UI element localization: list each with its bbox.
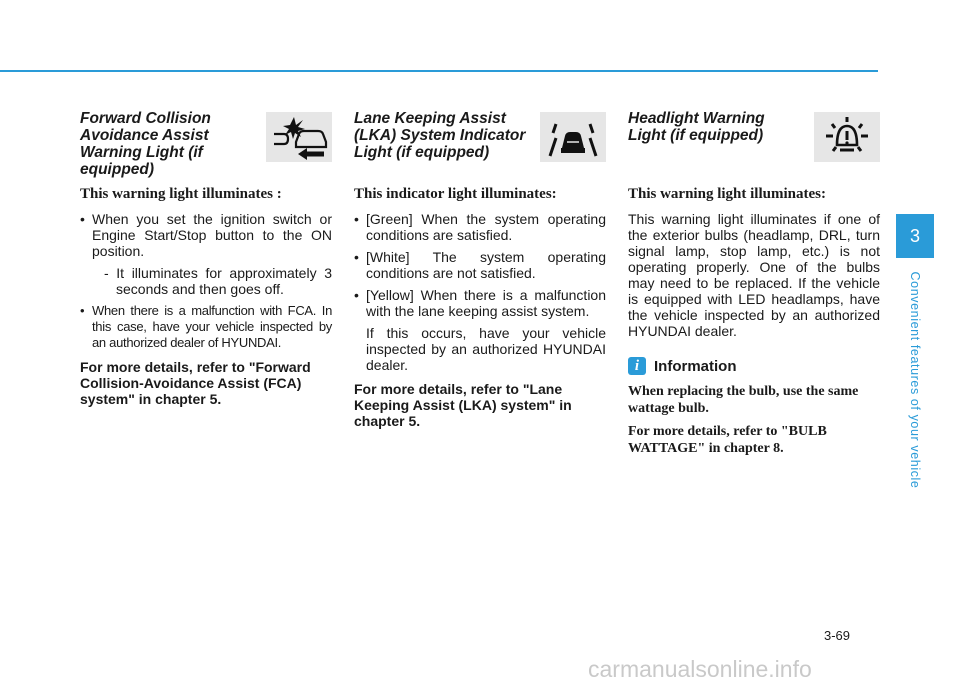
section-header — [80, 110, 332, 186]
section-header — [628, 110, 880, 186]
information-text: When replacing the bulb, use the same wattage bulb. — [628, 384, 859, 416]
information-header — [628, 357, 880, 375]
headlight-warning-icon — [814, 112, 880, 162]
information-text: For more details, refer to "BULB WATTAGE" in chapter 8. — [628, 424, 827, 456]
sub-item: - It illuminates for approximately 3 seconds and then goes off. — [104, 265, 332, 297]
section-title: Headlight Warning Light (if equipped) — [628, 110, 765, 144]
reference-note: For more details, refer to "Forward Collision-Avoidance Assist (FCA) system" in chapter 5. — [80, 359, 311, 407]
list-item — [80, 303, 332, 351]
reference-note: For more details, refer to "Lane Keeping Assist (LKA) system" in chapter 5. — [354, 381, 572, 429]
watermark: carmanualsonline.info — [588, 656, 812, 682]
section-subheading: This warning light illuminates : — [80, 186, 282, 202]
bullet-text: When you set the ignition switch or Engine Start/Stop button to the ON position. — [92, 211, 332, 259]
lka-indicator-icon — [540, 112, 606, 162]
top-rule — [0, 70, 878, 72]
section-body: This warning light illuminates if one of the exterior bulbs (headlamp, DRL, turn signal lamp, stop lamp, etc.) is not operating properly. One of the bulbs may need to be replaced. If the vehicle is equipped with LED headlamps, have the vehicle inspected by an authorized HYUNDAI dealer. — [628, 211, 880, 339]
bullet-text: When there is a malfunction with FCA. In this case, have your vehicle inspected by an authorized dealer of HYUNDAI. — [92, 303, 332, 350]
chapter-title: Convenient features of your vehicle — [908, 271, 922, 489]
page-number: 3-69 — [824, 628, 851, 643]
section-subheading: This indicator light illuminates: — [354, 186, 557, 202]
section-title: Forward Collision Avoidance Assist Warning Light (if equipped) — [80, 110, 211, 178]
list-item — [80, 211, 332, 297]
information-title: Information — [654, 357, 737, 375]
section-headlight — [628, 110, 880, 463]
bullet-text: [Yellow] When there is a malfunction with the lane keeping assist system. — [366, 287, 606, 319]
bullet-list — [80, 211, 332, 351]
info-icon: i — [628, 357, 646, 375]
section-header — [354, 110, 606, 186]
section-subheading: This warning light illuminates: — [628, 186, 826, 202]
section-title: Lane Keeping Assist (LKA) System Indicator Light (if equipped) — [354, 110, 526, 161]
fca-warning-icon — [266, 112, 332, 162]
list-item — [354, 287, 606, 373]
chapter-tab: 3 — [896, 214, 934, 258]
list-item: • [Green] When the system operating conditions are satisfied. — [354, 211, 606, 243]
bullet-list — [354, 211, 606, 373]
list-item: • [White] The system operating conditions are not satisfied. — [354, 249, 606, 281]
section-lka — [354, 110, 606, 429]
continuation-text: If this occurs, have your vehicle inspected by an authorized HYUNDAI dealer. — [366, 325, 606, 373]
section-fca — [80, 110, 332, 407]
